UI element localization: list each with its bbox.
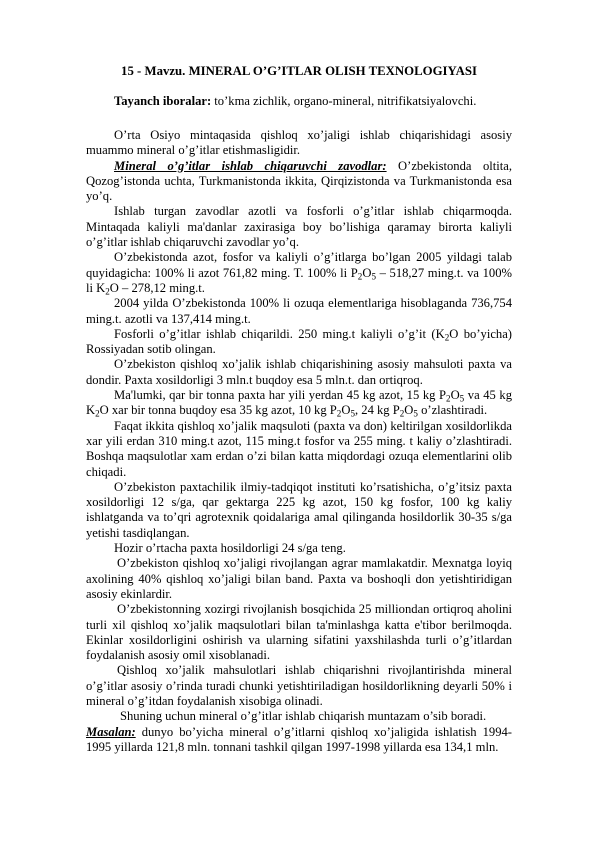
paragraph: Ishlab turgan zavodlar azotli va fosforli o’g’itlar ishlab chiqarmoqda. Mintaqada kaliyli ma'danlar zaxirasiga boy bo’lishiga qaramay birorta kaliyli o’g’itlar ishlab chiqaruvchi zavodlar yo’q. xyxy=(86,204,512,250)
paragraph: O’zbekiston paxtachilik ilmiy-tadqiqot instituti ko’rsatishicha, o’g’itsiz paxta xosildorligi 12 s/ga, qar gektarga 225 kg azot, 150 kg fosfor, 100 kg kaliy ishlatganda va to’qri agrotexnik qoidalariga amal qilinganda hosildorlik 30-35 s/ga yetishi tasdiqlangan. xyxy=(86,479,512,540)
paragraph: 2004 yilda O’zbekistonda 100% li ozuqa elementlariga hisoblaganda 736,754 ming.t. azotli va 137,414 ming.t. xyxy=(86,296,512,326)
keywords-line xyxy=(86,94,512,109)
paragraph: Ma'lumki, qar bir tonna paxta har yili yerdan 45 kg azot, 15 kg $P_2O_5$ va 45 kg $K_2O$ xar bir tonna buqdoy esa 35 kg azot, 10 kg $P_2O_5$, 24 kg $P_2O_5$ o’zlashtiradi. xyxy=(86,388,512,419)
paragraph: Faqat ikkita qishloq xo’jalik maqsuloti (paxta va don) keltirilgan xosildorlikda xar yili erdan 310 ming.t azot, 115 ming.t fosfor va 255 ming. t kaliy o’zlashtiradi. Boshqa maqsulotlar xam erdan o’zi bilan katta miqdordagi ozuqa elementlarini olib chiqadi. xyxy=(86,418,512,479)
paragraph: O’zbekiston qishloq xo’jaligi rivojlangan agrar mamlakatdir. Mexnatga loyiq axolining 40% qishloq xo’jaligi bilan band. Paxta va boshoqli don yetishtiridigan asosiy ekinlardir. xyxy=(86,556,512,601)
keywords-label: Tayanch iboralar: xyxy=(114,94,212,108)
paragraph: Hozir o’rtacha paxta hosildorligi 24 s/ga teng. xyxy=(114,541,346,556)
paragraph-lead: Mineral o’g’itlar ishlab chiqaruvchi zavodlar: xyxy=(114,158,387,173)
paragraph: Shuning uchun mineral o’g’itlar ishlab chiqarish muntazam o’sib boradi. xyxy=(120,709,487,724)
paragraph: O’zbekiston qishloq xo’jalik ishlab chiqarishining asosiy mahsuloti paxta va dondir. Paxta xosildorligi 3 mln.t buqdoy esa 5 mln.t. dan ortiqroq. xyxy=(86,357,512,387)
paragraph: O’zbekistonda azot, fosfor va kaliyli o’g’itlarga bo’lgan 2005 yildagi talab quyidagicha: 100% li azot 761,82 ming. T. 100% li $P_2O_5 - 518,27$ ming.t. va 100% li $K_2O - 278,12$ ming.t. xyxy=(86,250,512,297)
paragraph-lead: Masalan: xyxy=(86,724,136,739)
paragraph: Fosforli o’g’itlar ishlab chiqarildi. 250 ming.t kaliyli o’g’it ($K_2O$ bo’yicha) Rossiyadan sotib olingan. xyxy=(86,326,512,357)
paragraph: Qishloq xo’jalik mahsulotlari ishlab chiqarishni rivojlantirishda mineral o’g’itlar asosiy o’rinda turadi chunki yetishtiriladigan hosildorlikning deyarli 50% i mineral o’g’itdan foydalanish xisobiga olinadi. xyxy=(86,663,512,708)
paragraph: Masalan: dunyo bo’yicha mineral o’g’itlarni qishloq xo’jaligida ishlatish 1994-1995 yillarda 121,8 mln. tonnani tashkil qilgan 1997-1998 yillarda esa 134,1 mln. xyxy=(86,724,512,754)
paragraph: Mineral o’g’itlar ishlab chiqaruvchi zavodlar: O’zbekistonda oltita, Qozog’istonda uchta, Turkmanistonda ikkita, Qirqizistonda va Turkmanistonda esa yo’q. xyxy=(86,158,512,204)
paragraph: O’zbekistonning xozirgi rivojlanish bosqichida 25 milliondan ortiqroq aholini turli xil qishloq xo’jalik maqsulotlari bilan ta'minlashga katta e'tibor berilmoqda. Ekinlar xosildorligini oshirish va ularning sifatini yaxshilashda turli o’g’itlardan foydalanish asosiy omil xisoblanadi. xyxy=(86,602,512,663)
paragraph: O’rta Osiyo mintaqasida qishloq xo’jaligi ishlab chiqarishidagi asosiy muammo mineral o’g’itlar etishmasligidir. xyxy=(86,128,512,158)
page-title: 15 - Mavzu. MINERAL O’G’ITLAR OLISH TEXNOLOGIYASI xyxy=(121,64,477,78)
document-body xyxy=(86,128,512,755)
keywords-text: to’kma zichlik, organo-mineral, nitrifikatsiyalovchi. xyxy=(211,94,477,108)
